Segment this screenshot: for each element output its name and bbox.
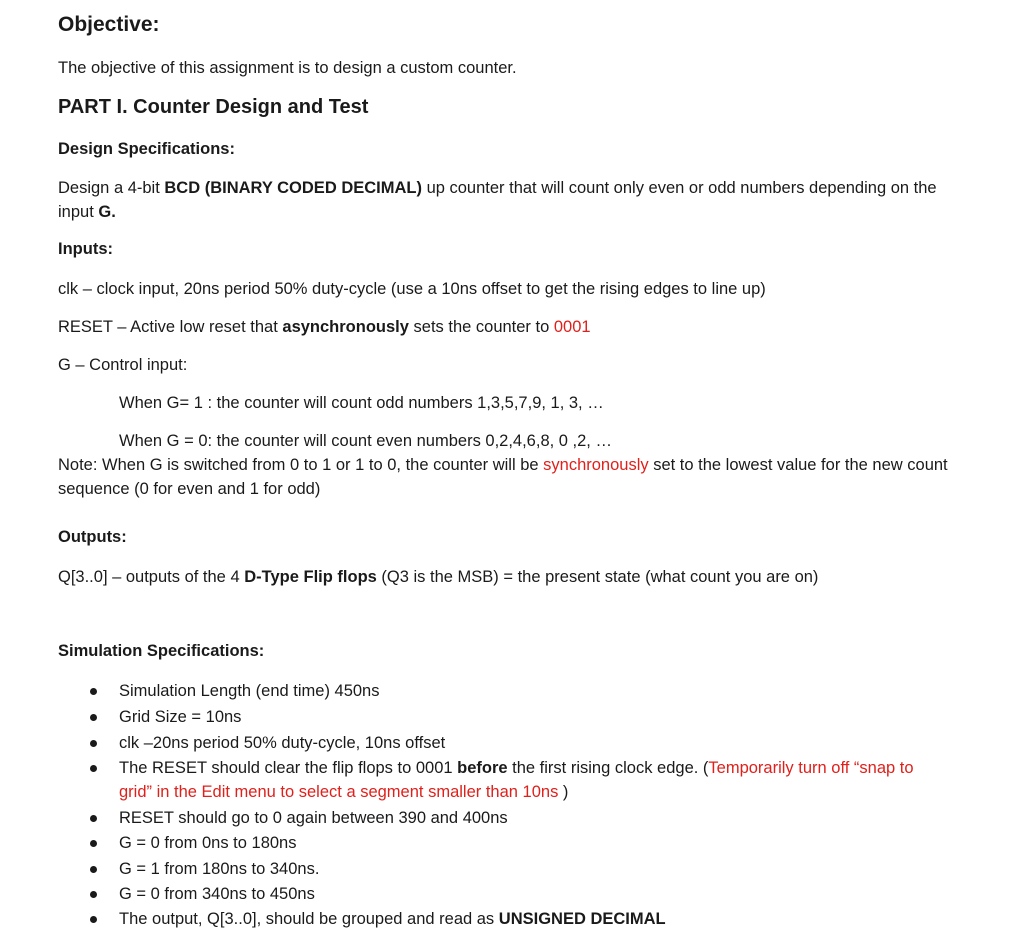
note-text — [58, 453, 958, 501]
outputs-heading: Outputs: — [58, 528, 127, 546]
sim-item-reset — [119, 756, 949, 804]
sim-item-grid: Grid Size = 10ns — [119, 705, 949, 729]
outputs-t2: (Q3 is the MSB) = the present state (what count you are on) — [376, 568, 819, 586]
g1-text: When G= 1 : the counter will count odd numbers 1,3,5,7,9, 1, 3, … — [119, 394, 604, 412]
outputs-dff: D-Type Flip flops — [244, 568, 377, 586]
sim-item-g0-last: G = 0 from 340ns to 450ns — [119, 882, 949, 906]
reset-async: asynchronously — [282, 318, 409, 336]
design-spec-g: G. — [98, 203, 116, 221]
note-t2: set to the lowest value for the new count sequence (0 for even and 1 for odd) — [58, 456, 948, 498]
sim-item-output — [119, 907, 949, 931]
sim-reset-t1: The RESET should clear the flip flops to 0001 — [119, 759, 458, 777]
note-sync: synchronously — [543, 456, 649, 474]
g0-text: When G = 0: the counter will count even numbers 0,2,4,6,8, 0 ,2, … — [119, 432, 612, 450]
design-spec-heading: Design Specifications: — [58, 140, 235, 158]
design-spec-t2: up counter that will count only even or odd numbers depending on the input — [58, 179, 937, 221]
reset-value: 0001 — [553, 318, 591, 336]
reset-t1: RESET – Active low reset that — [58, 318, 283, 336]
sim-item-g1: G = 1 from 180ns to 340ns. — [119, 857, 949, 881]
sim-reset-t3: ) — [558, 783, 569, 801]
sim-reset-snap-note: Temporarily turn off “snap to grid” in the Edit menu to select a segment smaller than 10ns — [119, 759, 914, 801]
reset-text — [58, 315, 958, 339]
inputs-heading: Inputs: — [58, 240, 113, 258]
sim-reset-t2: the first rising clock edge. ( — [507, 759, 709, 777]
design-spec-bcd: BCD (BINARY CODED DECIMAL) — [164, 179, 422, 197]
sim-output-t1: The output, Q[3..0], should be grouped and read as — [119, 910, 499, 928]
sim-output-unsigned: UNSIGNED DECIMAL — [498, 910, 666, 928]
part1-heading: PART I. Counter Design and Test — [58, 96, 369, 118]
note-t1: Note: When G is switched from 0 to 1 or 1 to 0, the counter will be — [58, 456, 544, 474]
clk-text: clk – clock input, 20ns period 50% duty-cycle (use a 10ns offset to get the rising edges to line up) — [58, 280, 766, 298]
sim-reset-before: before — [457, 759, 508, 777]
g-control-text: G – Control input: — [58, 356, 188, 374]
sim-item-length: Simulation Length (end time) 450ns — [119, 679, 949, 703]
design-spec-text — [58, 176, 958, 224]
outputs-text — [58, 565, 958, 589]
sim-item-clk: clk –20ns period 50% duty-cycle, 10ns offset — [119, 731, 949, 755]
outputs-t1: Q[3..0] – outputs of the 4 — [58, 568, 245, 586]
design-spec-t1: Design a 4-bit — [58, 179, 165, 197]
reset-t2: sets the counter to — [408, 318, 554, 336]
sim-item-reset-again: RESET should go to 0 again between 390 and 400ns — [119, 806, 949, 830]
objective-heading: Objective: — [58, 13, 160, 36]
sim-item-g0-first: G = 0 from 0ns to 180ns — [119, 831, 949, 855]
sim-heading: Simulation Specifications: — [58, 642, 265, 660]
objective-text: The objective of this assignment is to design a custom counter. — [58, 59, 517, 77]
